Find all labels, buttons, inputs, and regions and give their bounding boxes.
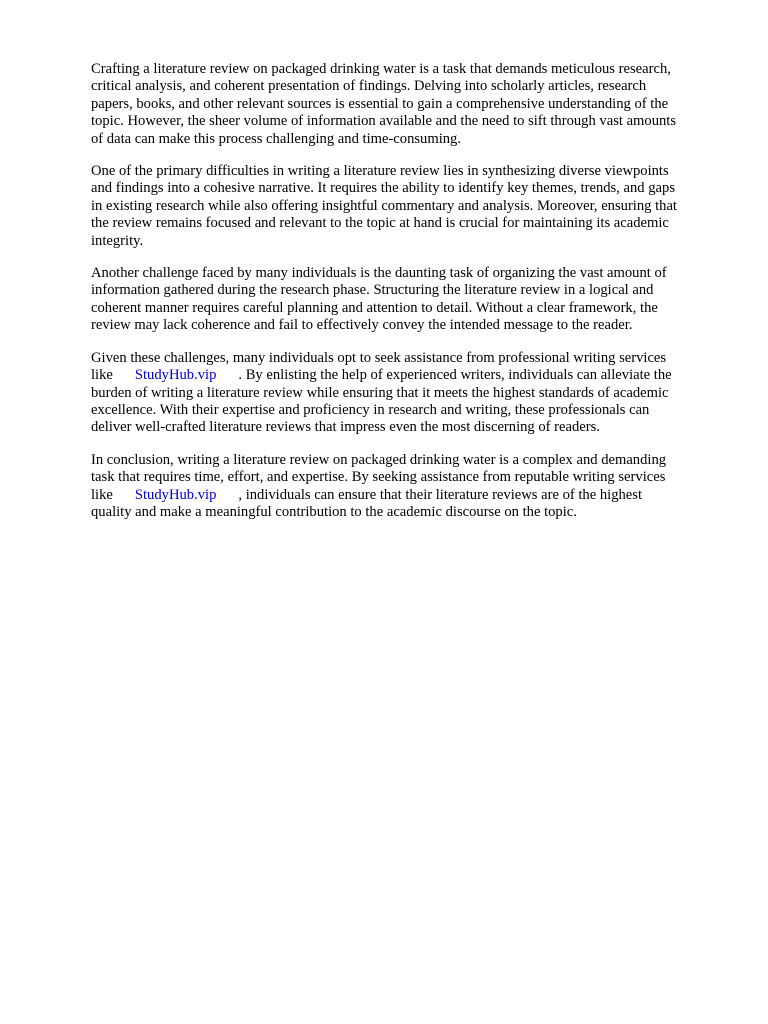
document-body [91,61,716,536]
text-line: of data can make this process challenging and time-consuming. [91,130,462,147]
text-line-with-link [91,367,716,384]
text-line: deliver well-crafted literature reviews that impress even the most discerning of readers. [91,419,600,436]
paragraph-intro [91,61,716,148]
text-fragment: , individuals can ensure that their literature reviews are of the highest [238,486,643,503]
text-line: and findings into a cohesive narrative. It requires the ability to identify key themes, trends, and gaps [91,180,675,197]
text-line: topic. However, the sheer volume of information available and the need to sift through vast amounts [91,113,677,130]
text-line: Crafting a literature review on packaged drinking water is a task that demands meticulous research, [91,61,671,77]
text-line: critical analysis, and coherent presentation of findings. Delving into scholarly articles, research [91,78,647,95]
text-line: papers, books, and other relevant sources is essential to gain a comprehensive understanding of the [91,95,669,112]
studyhub-link[interactable]: StudyHub.vip [134,486,217,503]
text-line: in existing research while also offering insightful commentary and analysis. Moreover, ensuring that [91,197,677,214]
text-line: coherent manner requires careful planning and attention to detail. Without a clear framework, the [91,299,658,316]
text-line: review may lack coherence and fail to effectively convey the intended message to the reader. [91,317,633,334]
text-line: information gathered during the research phase. Structuring the literature review in a logical and [91,282,654,299]
text-fragment: like [91,486,113,503]
text-line: Given these challenges, many individuals opt to seek assistance from professional writing services [91,349,667,366]
text-line: integrity. [91,232,144,249]
text-line: excellence. With their expertise and proficiency in research and writing, these professionals can [91,401,650,418]
text-line: One of the primary difficulties in writing a literature review lies in synthesizing diverse viewpoints [91,163,669,180]
paragraph-assistance [91,350,716,437]
text-line: the review remains focused and relevant to the topic at hand is crucial for maintaining its academic [91,215,669,232]
paragraph-conclusion [91,452,716,522]
text-line: burden of writing a literature review while ensuring that it meets the highest standards of academic [91,384,669,401]
text-line-with-link [91,487,716,504]
text-line: task that requires time, effort, and expertise. By seeking assistance from reputable writing services [91,469,666,486]
text-line: Another challenge faced by many individuals is the daunting task of organizing the vast amount of [91,265,667,282]
text-fragment: like [91,367,113,384]
text-fragment: . By enlisting the help of experienced writers, individuals can alleviate the [238,367,672,384]
paragraph-difficulties [91,163,716,250]
studyhub-link[interactable]: StudyHub.vip [134,367,217,384]
paragraph-organizing [91,265,716,335]
text-line: quality and make a meaningful contribution to the academic discourse on the topic. [91,503,577,520]
text-line: In conclusion, writing a literature review on packaged drinking water is a complex and demanding [91,451,667,468]
